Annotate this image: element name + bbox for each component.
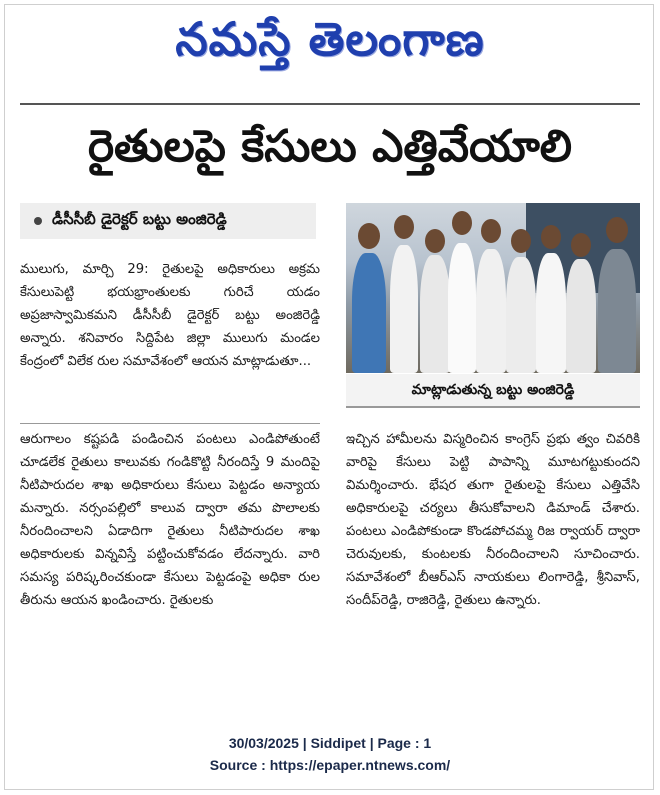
bullet-icon xyxy=(34,217,42,225)
photo-person xyxy=(566,259,596,373)
photo-person-head xyxy=(606,217,628,243)
photo-person-head xyxy=(452,211,472,235)
article-paragraph-1: ములుగు, మార్చి 29: రైతులపై అధికారులు అక్రమ కేసులుపెట్టి భయభ్రాంతులకు గురిచే యడం అప్రజాస్వామికమని డీసీసీబీ డైరెక్టర్ బట్టు అంజిరెడ్డి అన్నారు. శనివారం సిద్దిపేట జిల్లా ములుగు మండల కేంద్రంలో విలేక రుల సమావేశంలో ఆయన మాట్లాడుతూ... xyxy=(20,262,320,369)
footer-meta: 30/03/2025 | Siddipet | Page : 1 xyxy=(228,735,432,751)
photo-person-head xyxy=(511,229,531,253)
article-paragraph-2: ఆరుగాలం కష్టపడి పండించిన పంటలు ఎండిపోతుంటే చూడలేక రైతులు కాలువకు గండికొట్టి నీరందిస్తే 9 మందిపై నీటిపారుదల శాఖ అధికారులు కేసులు పెట్టడం అన్యాయ మన్నారు. నర్సంపల్లిలో కాలువ ద్వారా తమ పొలాలకు నీరందించాలని ఏడాదిగా రైతులు నీటిపారుదల శాఖ అధికారులకు విన్నవిస్తే పట్టించుకోవడం లేదన్నారు. వారి సమస్య పరిష్కరించకుండా కేసులు పెట్టడంపై అధికా రుల తీరును ఆయన ఖండించారు. రైతులకు xyxy=(20,432,320,608)
photo-person-head xyxy=(541,225,561,249)
photo-person xyxy=(352,253,386,373)
photo-person-head xyxy=(425,229,445,253)
article-paragraph-3: ఇచ్చిన హామీలను విస్మరించిన కాంగ్రెస్ ప్రభు త్వం చివరికి వారిపై కేసులు పెట్టి పాపాన్ని మూటగట్టుకుందని విమర్శించారు. భేషర తుగా రైతులపై కేసులు ఎత్తివేసి అధికారులపై చర్యలు తీసుకోవాలని డిమాండ్ చేశారు. పంటలు ఎండిపోకుండా కొండపోచమ్మ రిజ ర్వాయర్ ద్వారా చెరువులకు, కుంటలకు నీరందించాలని సూచించారు. సమావేశంలో బీఆర్ఎస్ నాయకులు లింగారెడ్డి, శ్రీనివాస్, సందీప్‌రెడ్డి, రాజిరెడ్డి, రైతులు ఉన్నారు. xyxy=(346,432,640,608)
newspaper-masthead: నమస్తే తెలంగాణ xyxy=(175,12,485,66)
photo-person-head xyxy=(394,215,414,239)
subhead-box xyxy=(20,203,316,239)
footer-source: Source : https://epaper.ntnews.com/ xyxy=(209,757,451,773)
header-rule xyxy=(20,103,640,105)
photo-person xyxy=(536,253,566,373)
photo-person xyxy=(598,249,636,373)
column-divider xyxy=(20,423,320,424)
article-headline: రైతులపై కేసులు ఎత్తివేయాలి xyxy=(87,121,573,172)
subhead-text: డీసీసీబీ డైరెక్టర్ బట్టు అంజిరెడ్డి xyxy=(52,210,227,228)
photo-person-head xyxy=(358,223,380,249)
photo-person xyxy=(506,257,536,373)
photo-person xyxy=(390,245,418,373)
photo-person-head xyxy=(481,219,501,243)
photo-person xyxy=(476,249,506,373)
photo-person xyxy=(420,255,450,373)
photo-person-head xyxy=(571,233,591,257)
photo-person xyxy=(448,243,476,373)
photo-caption: మాట్లాడుతున్న బట్టు అంజిరెడ్డి xyxy=(346,374,640,408)
news-photo xyxy=(346,203,640,373)
